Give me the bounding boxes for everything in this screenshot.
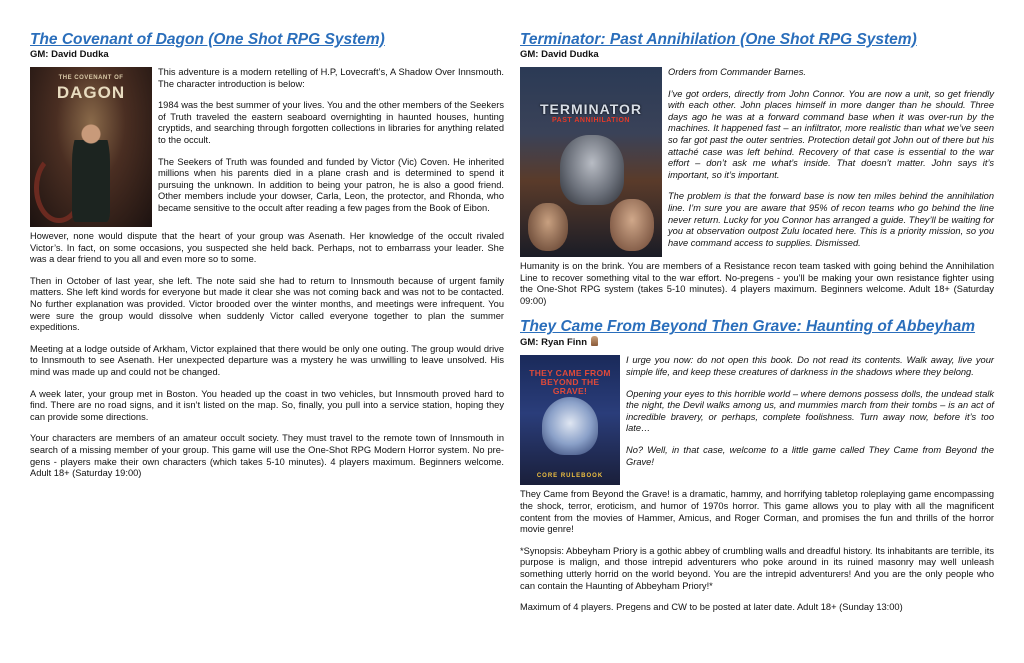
covenant-paragraph: This adventure is a modern retelling of H.P, Lovecraft’s, A Shadow Over Innsmouth. The character introduction is below: [158, 67, 504, 89]
dagon-cover-title: DAGON [56, 83, 126, 102]
woman-figure-art [72, 122, 110, 222]
dagon-cover-subtitle: THE COVENANT OF [58, 75, 124, 81]
covenant-title: The Covenant of Dagon (One Shot RPG System) [30, 31, 385, 48]
terminator-cover-subtitle: PAST ANNIHILATION [552, 117, 630, 124]
beyond-paragraph: They Came from Beyond the Grave! is a dramatic, hammy, and horrifying tabletop roleplaying game encompassing the shock, terror, eroticism, and humor of 1970s horror. This game allows you to play with all the magnificent content from the movies of Hammer, Amicus, and Roger Corman, and promises the fun and thrills of the horror movie genre! [520, 489, 994, 535]
covenant-paragraph: Meeting at a lodge outside of Arkham, Victor explained that there would be only one outing. The group would drive to Innsmouth to see Asenath. Her unexpected departure was a mystery he was unwilling to leave unsolved. His mind was made up and could not be changed. [30, 343, 504, 377]
terminator-title: Terminator: Past Annihilation (One Shot RPG System) [520, 31, 917, 48]
hand-icon [591, 336, 598, 346]
beyond-intro: I urge you now: do not open this book. Do not read its contents. Walk away, live your simple life, and keep these creatures of darkness in the shadows where they belong. [626, 355, 994, 377]
right-column [520, 30, 994, 624]
terminator-summary: Humanity is on the brink. You are members of a Resistance recon team tasked with going behind the Annihilation Line to recover something vital to the war effort. No-pregens - you’ll be making your own resistance fighter using the One-Shot RPG system (takes 5-10 minutes). 4 players maximum. Beginners welcome. Adult 18+ (Saturday 09:00) [520, 261, 994, 306]
left-column [30, 30, 504, 490]
covenant-gm: GM: David Dudka [30, 49, 109, 60]
terminator-cover-image [520, 67, 662, 257]
covenant-paragraph: 1984 was the best summer of your lives. You and the other members of the Seekers of Truth traveled the eastern seaboard overnighting in haunted houses, hunting cryptids, and searching through forgotten collections in libraries for anything related to the occult. [158, 100, 504, 145]
terminator-orders: Orders from Commander Barnes. [668, 67, 806, 77]
covenant-paragraph: Then in October of last year, she left. The note said she had to return to Innsmouth because of urgent family matters. She left kind words for everyone but made it clear she was not coming back and was not to be contacted. No further explanation was provided. Victor brooded over the winter months, and meetings were infrequent. You were sure the group would dissolve when suddenly Victor called everyone together to plan the summer expeditions. [30, 275, 504, 333]
beyond-footer-info: Maximum of 4 players. Pregens and CW to be posted at later date. Adult 18+ (Sunday 13:00) [520, 602, 903, 613]
terminator-orders: I’ve got orders, directly from John Connor. You are now a unit, so get friendly with each other. John places himself in more danger than he should. Three days ago he was at a forward command base when it was over-run by the machines. It happened fast – an infiltrator, more realistic than what we’ve seen so far got past the outer sentries. Protection detail got John out of there but his attaché case was left behind. Recovery of that case is essential to the war effort – don’t ask me what’s inside. That doesn’t matter. John says it’s important, so it’s important. [668, 88, 994, 180]
covenant-paragraph: A week later, your group met in Boston. You headed up the coast in two vehicles, but Innsmouth proved hard to find. There are no road signs, and it isn’t listed on the map. So, finally, you pull into a service station, hoping they can provide some directions. [30, 388, 504, 422]
beyond-gm [520, 336, 994, 349]
dagon-cover-image [30, 67, 152, 227]
covenant-summary: Your characters are members of an amateur occult society. They must travel to the remote town of Innsmouth in search of a missing member of your group. This game will use the One-Shot RPG Modern Horror system. No pre-gens - players make their own characters (which takes 5-10 minutes). 4 players maximum. Beginners welcome. Adult 18+ (Saturday 19:00) [30, 433, 504, 479]
soldier-face-art [610, 199, 654, 251]
beyond-intro: No? Well, in that case, welcome to a little game called They Came from Beyond the Grave! [626, 444, 994, 467]
covenant-paragraph: The Seekers of Truth was founded and funded by Victor (Vic) Coven. He inherited millions when his parents died in a plane crash and is determined to spend it pursuing the unknown. In addition to being your patron, he is also a good friend. Other members include your dowser, Carla, Leon, the protector, and Rhonda, who became sensitive to the occult after reading a few pages from the Book of Eibon. [158, 156, 504, 213]
soldier-face-art [528, 203, 568, 251]
skull-art [542, 397, 598, 455]
terminator-skull-art [560, 135, 624, 205]
beyond-cover-title: THEY CAME FROM BEYOND THE GRAVE! [529, 368, 611, 397]
beyond-intro: Opening your eyes to this horrible world – where demons possess dolls, the undead stalk the night, the Devil walks among us, and mummies march from their tombs – is an act of incredible bravery, or perhaps, complete foolishness. Turn away now, before it’s too late… [626, 388, 994, 434]
terminator-logo: TERMINATOR [539, 101, 643, 117]
beyond-title: They Came From Beyond Then Grave: Haunting of Abbeyham [520, 318, 976, 336]
covenant-paragraph: However, none would dispute that the heart of your group was Asenath. Her knowledge of the occult rivaled Victor’s. In fact, on some occasions, you suspected she held back. Perhaps, not to embarrass your leader. She was a dear friend to you all and even more so to some. [30, 231, 504, 265]
beyond-cover-footer: CORE RULEBOOK [536, 473, 604, 480]
terminator-orders: The problem is that the forward base is now ten miles behind the annihilation line. I’m sure you are aware that 95% of recon teams who go behind the line never return. Lucky for you Connor has arranged a guide. They’ll be waiting for you at observation outpost Zulu located here. This is a priority mission, so you have command access to supplies. Dismissed. [668, 191, 994, 248]
terminator-gm: GM: David Dudka [520, 49, 599, 60]
beyond-gm-text: GM: Ryan Finn [520, 337, 588, 349]
beyond-synopsis: *Synopsis: Abbeyham Priory is a gothic abbey of crumbling walls and dreadful history. Its inhabitants are terrible, its purpose is malign, and those intrepid adventurers who poke around in its ruined masonry may well unleash something utterly horrid on the world beyond. You are the intrepid adventurers! And you are the only people who can contain the Haunting of Abbeyham Priory!* [520, 545, 994, 591]
beyond-cover-image [520, 355, 620, 485]
